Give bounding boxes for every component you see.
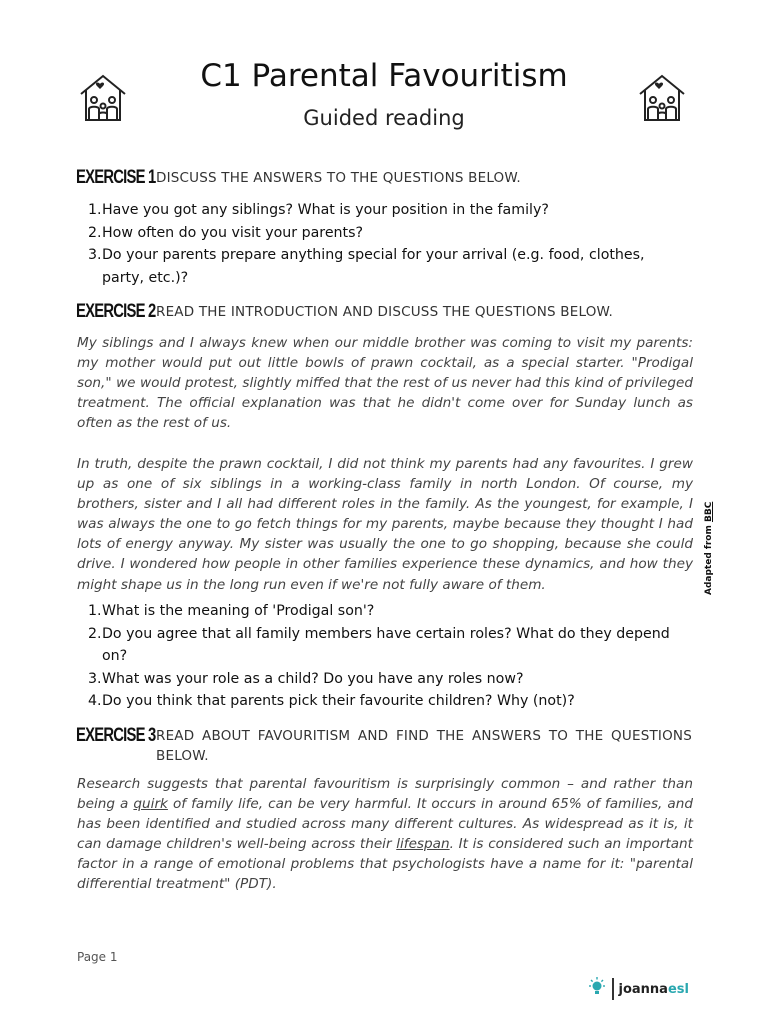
question-item: 1. Have you got any siblings? What is your position in the family? bbox=[88, 202, 549, 218]
lightbulb-icon bbox=[586, 976, 608, 1002]
exercise-instruction: READ ABOUT FAVOURITISM AND FIND THE ANSWERS TO THE QUESTIONS BELOW. bbox=[156, 728, 692, 764]
page-subtitle: Guided reading bbox=[303, 106, 465, 130]
question-item: 4. Do you think that parents pick their favourite children? Why (not)? bbox=[88, 693, 575, 709]
vocab-word: quirk bbox=[133, 796, 168, 813]
reading-paragraph-2: In truth, despite the prawn cocktail, I did not think my parents had any favourites. I grew up as one of six siblings in a working-class family in north London. Of course, my brothers, sister and I all had different roles in the family. As the youngest, for example, I was always the one to go fetch things for my parents, maybe because they thought I had lots of energy anyway. My sister was usually the one to go shopping, because she could drive. I wondered how people in other families experience these dynamics, and how they might shape us in the long run even if we're not fully aware of them. bbox=[77, 456, 693, 593]
question-item: 3. What was your role as a child? Do you have any roles now? bbox=[88, 670, 524, 687]
source-credit: Adapted from BBC bbox=[704, 501, 714, 595]
exercise-label: EXERCISE 2 bbox=[76, 301, 156, 322]
exercise-label: EXERCISE 3 bbox=[76, 725, 156, 746]
vocab-word: lifespan bbox=[396, 836, 450, 853]
exercise-instruction: READ THE INTRODUCTION AND DISCUSS THE QUESTIONS BELOW. bbox=[156, 304, 614, 320]
exercise-label: EXERCISE 1 bbox=[76, 167, 156, 188]
question-item: 2. Do you agree that all family members have certain roles? What do they depend on? bbox=[88, 625, 670, 664]
page-number: Page 1 bbox=[77, 950, 118, 964]
exercise-3-header bbox=[76, 725, 692, 766]
exercise-instruction: DISCUSS THE ANSWERS TO THE QUESTIONS BELOW. bbox=[156, 170, 521, 186]
source-link[interactable]: BBC bbox=[704, 501, 714, 523]
exercise-2-questions bbox=[88, 600, 688, 713]
exercise-1-questions bbox=[88, 199, 688, 289]
question-item: 1. What is the meaning of 'Prodigal son'? bbox=[88, 603, 375, 619]
reading-paragraph-3: Research suggests that parental favouritism is surprisingly common – and rather than being a quirk of family life, can be very harmful. It occurs in around 65% of families, and has been identified and studied across many different cultures. As widespread as it is, it can damage children's well-being across their lifespan. It is considered such an important factor in a range of emotional problems that psychologists have a name for it: "parental differential treatment" (PDT). bbox=[77, 776, 693, 893]
brand-logo: joanna esl bbox=[586, 976, 689, 1002]
question-item: 3. Do your parents prepare anything special for your arrival (e.g. food, clothes, party, etc.)? bbox=[88, 247, 645, 286]
exercise-2-header bbox=[76, 301, 692, 323]
reading-paragraph-1: My siblings and I always knew when our middle brother was coming to visit my parents: my mother would put out little bowls of prawn cocktail, as a special starter. "Prodigal son," we would protest, slightly miffed that the rest of us never had this kind of privileged treatment. The official explanation was that he didn't come over for Sunday lunch as often as the rest of us. bbox=[77, 335, 693, 432]
logo-divider bbox=[612, 978, 614, 1000]
question-item: 2. How often do you visit your parents? bbox=[88, 224, 364, 241]
exercise-1-header bbox=[76, 167, 692, 189]
page-title: C1 Parental Favouritism bbox=[200, 58, 568, 94]
